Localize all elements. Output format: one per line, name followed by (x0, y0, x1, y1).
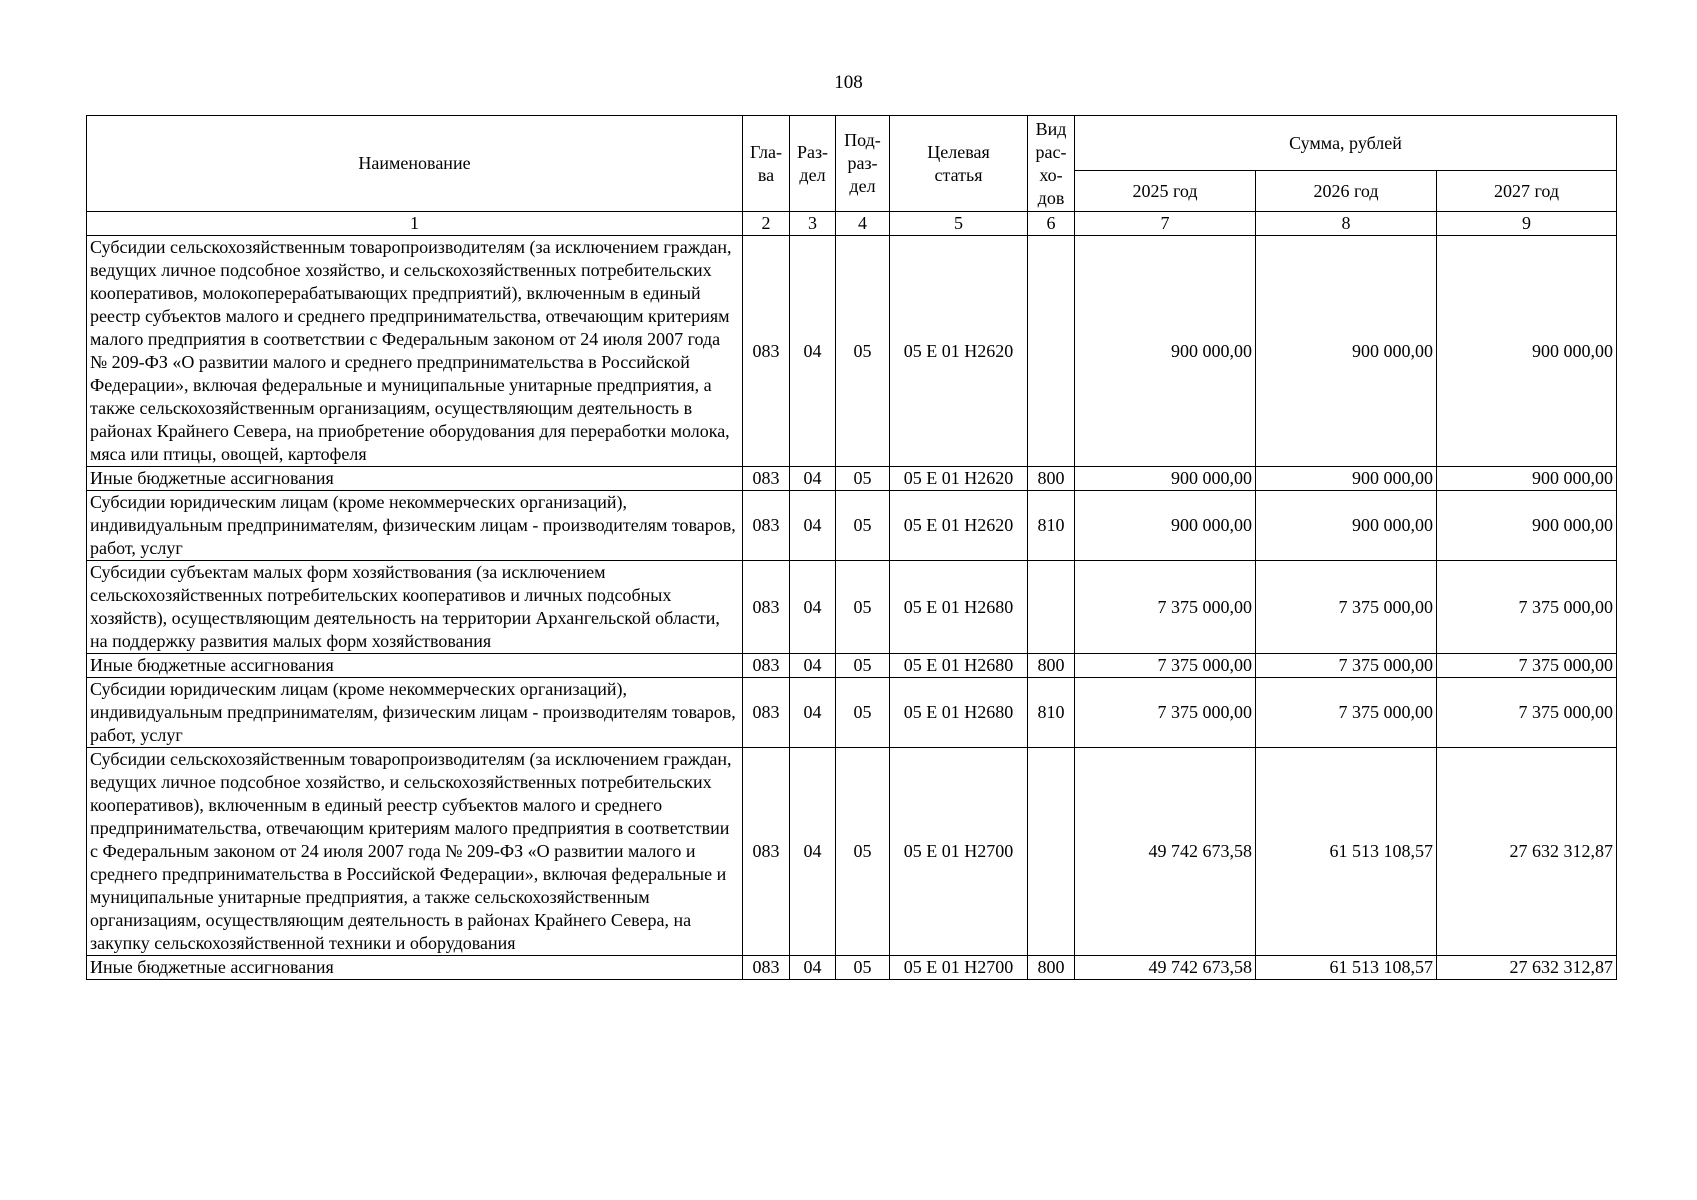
row-podrazdel: 05 (836, 678, 890, 748)
row-razdel: 04 (790, 678, 836, 748)
table-row (87, 654, 1617, 678)
row-podrazdel: 05 (836, 561, 890, 654)
row-vid: 810 (1028, 678, 1075, 748)
row-vid: 810 (1028, 491, 1075, 561)
header-name: Наименование (87, 116, 743, 212)
row-glava: 083 (743, 748, 790, 956)
row-sum-2027: 7 375 000,00 (1437, 654, 1617, 678)
row-celevaya: 05 Е 01 Н2620 (890, 491, 1028, 561)
row-celevaya: 05 Е 01 Н2680 (890, 561, 1028, 654)
col-number: 2 (743, 212, 790, 236)
header-vid-rashodov: Вид рас- хо- дов (1028, 116, 1075, 212)
row-name: Субсидии сельскохозяйственным товаропроизводителям (за исключением граждан, ведущих личное подсобное хозяйство, и сельскохозяйственных потребительских кооперативов, молокоперерабатывающих предприятий), включенным в единый реестр субъектов малого и среднего предпринимательства, отвечающим критериям малого предприятия в соответствии с Федеральным законом от 24 июля 2007 года № 209-ФЗ «О развитии малого и среднего предпринимательства в Российской Федерации», включая федеральные и муниципальные унитарные предприятия, а также сельскохозяйственным организациям, осуществляющим деятельность в районах Крайнего Севера, на приобретение оборудования для переработки молока, мяса или птицы, овощей, картофеля (87, 236, 743, 467)
row-sum-2025: 900 000,00 (1075, 491, 1256, 561)
row-vid (1028, 561, 1075, 654)
table-row (87, 491, 1617, 561)
row-sum-2026: 7 375 000,00 (1256, 561, 1437, 654)
row-sum-2025: 49 742 673,58 (1075, 748, 1256, 956)
row-razdel: 04 (790, 236, 836, 467)
row-razdel: 04 (790, 654, 836, 678)
budget-table (86, 115, 1617, 980)
header-year-2026: 2026 год (1256, 171, 1437, 212)
row-celevaya: 05 Е 01 Н2680 (890, 654, 1028, 678)
row-sum-2027: 27 632 312,87 (1437, 748, 1617, 956)
row-vid (1028, 236, 1075, 467)
row-sum-2027: 900 000,00 (1437, 236, 1617, 467)
table-body (87, 236, 1617, 980)
row-sum-2026: 900 000,00 (1256, 491, 1437, 561)
col-number: 8 (1256, 212, 1437, 236)
row-celevaya: 05 Е 01 Н2620 (890, 236, 1028, 467)
row-vid: 800 (1028, 654, 1075, 678)
col-number: 1 (87, 212, 743, 236)
table-row (87, 678, 1617, 748)
row-vid: 800 (1028, 467, 1075, 491)
row-glava: 083 (743, 491, 790, 561)
header-year-2027: 2027 год (1437, 171, 1617, 212)
row-name: Субсидии юридическим лицам (кроме некоммерческих организаций), индивидуальным предпринимателям, физическим лицам - производителям товаров, работ, услуг (87, 491, 743, 561)
row-glava: 083 (743, 956, 790, 980)
row-sum-2026: 61 513 108,57 (1256, 748, 1437, 956)
col-number: 9 (1437, 212, 1617, 236)
row-razdel: 04 (790, 491, 836, 561)
row-sum-2026: 61 513 108,57 (1256, 956, 1437, 980)
table-header (87, 116, 1617, 236)
row-razdel: 04 (790, 467, 836, 491)
row-sum-2025: 900 000,00 (1075, 236, 1256, 467)
header-summa: Сумма, рублей (1075, 116, 1617, 171)
row-sum-2027: 900 000,00 (1437, 491, 1617, 561)
row-sum-2025: 900 000,00 (1075, 467, 1256, 491)
row-name: Иные бюджетные ассигнования (87, 467, 743, 491)
row-razdel: 04 (790, 561, 836, 654)
row-sum-2025: 7 375 000,00 (1075, 654, 1256, 678)
page-number: 108 (834, 72, 863, 93)
row-sum-2026: 7 375 000,00 (1256, 678, 1437, 748)
row-sum-2025: 7 375 000,00 (1075, 561, 1256, 654)
row-podrazdel: 05 (836, 236, 890, 467)
header-razdel: Раз- дел (790, 116, 836, 212)
row-podrazdel: 05 (836, 654, 890, 678)
table-row (87, 467, 1617, 491)
row-sum-2027: 7 375 000,00 (1437, 678, 1617, 748)
col-number: 3 (790, 212, 836, 236)
row-sum-2027: 7 375 000,00 (1437, 561, 1617, 654)
col-number: 7 (1075, 212, 1256, 236)
header-year-2025: 2025 год (1075, 171, 1256, 212)
row-celevaya: 05 Е 01 Н2620 (890, 467, 1028, 491)
row-name: Субсидии субъектам малых форм хозяйствования (за исключением сельскохозяйственных потребительских кооперативов и личных подсобных хозяйств), осуществляющим деятельность на территории Архангельской области, на поддержку развития малых форм хозяйствования (87, 561, 743, 654)
header-podrazdel: Под- раз- дел (836, 116, 890, 212)
row-sum-2026: 900 000,00 (1256, 467, 1437, 491)
row-podrazdel: 05 (836, 956, 890, 980)
col-number: 4 (836, 212, 890, 236)
col-number: 5 (890, 212, 1028, 236)
row-sum-2027: 27 632 312,87 (1437, 956, 1617, 980)
row-podrazdel: 05 (836, 467, 890, 491)
row-glava: 083 (743, 467, 790, 491)
row-name: Иные бюджетные ассигнования (87, 654, 743, 678)
row-glava: 083 (743, 654, 790, 678)
table-row (87, 561, 1617, 654)
row-podrazdel: 05 (836, 491, 890, 561)
row-celevaya: 05 Е 01 Н2700 (890, 748, 1028, 956)
row-sum-2025: 7 375 000,00 (1075, 678, 1256, 748)
row-celevaya: 05 Е 01 Н2680 (890, 678, 1028, 748)
row-razdel: 04 (790, 748, 836, 956)
row-name: Субсидии юридическим лицам (кроме некоммерческих организаций), индивидуальным предпринимателям, физическим лицам - производителям товаров, работ, услуг (87, 678, 743, 748)
col-number: 6 (1028, 212, 1075, 236)
row-glava: 083 (743, 678, 790, 748)
row-glava: 083 (743, 561, 790, 654)
row-celevaya: 05 Е 01 Н2700 (890, 956, 1028, 980)
table-row (87, 236, 1617, 467)
header-glava: Гла- ва (743, 116, 790, 212)
row-name: Субсидии сельскохозяйственным товаропроизводителям (за исключением граждан, ведущих личное подсобное хозяйство, и сельскохозяйственных потребительских кооперативов), включенным в единый реестр субъектов малого и среднего предпринимательства, отвечающим критериям малого предприятия в соответствии с Федеральным законом от 24 июля 2007 года № 209-ФЗ «О развитии малого и среднего предпринимательства в Российской Федерации», включая федеральные и муниципальные унитарные предприятия, а также сельскохозяйственным организациям, осуществляющим деятельность в районах Крайнего Севера, на закупку сельскохозяйственной техники и оборудования (87, 748, 743, 956)
row-razdel: 04 (790, 956, 836, 980)
row-sum-2026: 900 000,00 (1256, 236, 1437, 467)
table-row (87, 748, 1617, 956)
row-sum-2026: 7 375 000,00 (1256, 654, 1437, 678)
row-vid: 800 (1028, 956, 1075, 980)
row-glava: 083 (743, 236, 790, 467)
table-row (87, 956, 1617, 980)
header-celevaya-statya: Целевая статья (890, 116, 1028, 212)
row-podrazdel: 05 (836, 748, 890, 956)
row-sum-2027: 900 000,00 (1437, 467, 1617, 491)
row-name: Иные бюджетные ассигнования (87, 956, 743, 980)
row-vid (1028, 748, 1075, 956)
row-sum-2025: 49 742 673,58 (1075, 956, 1256, 980)
